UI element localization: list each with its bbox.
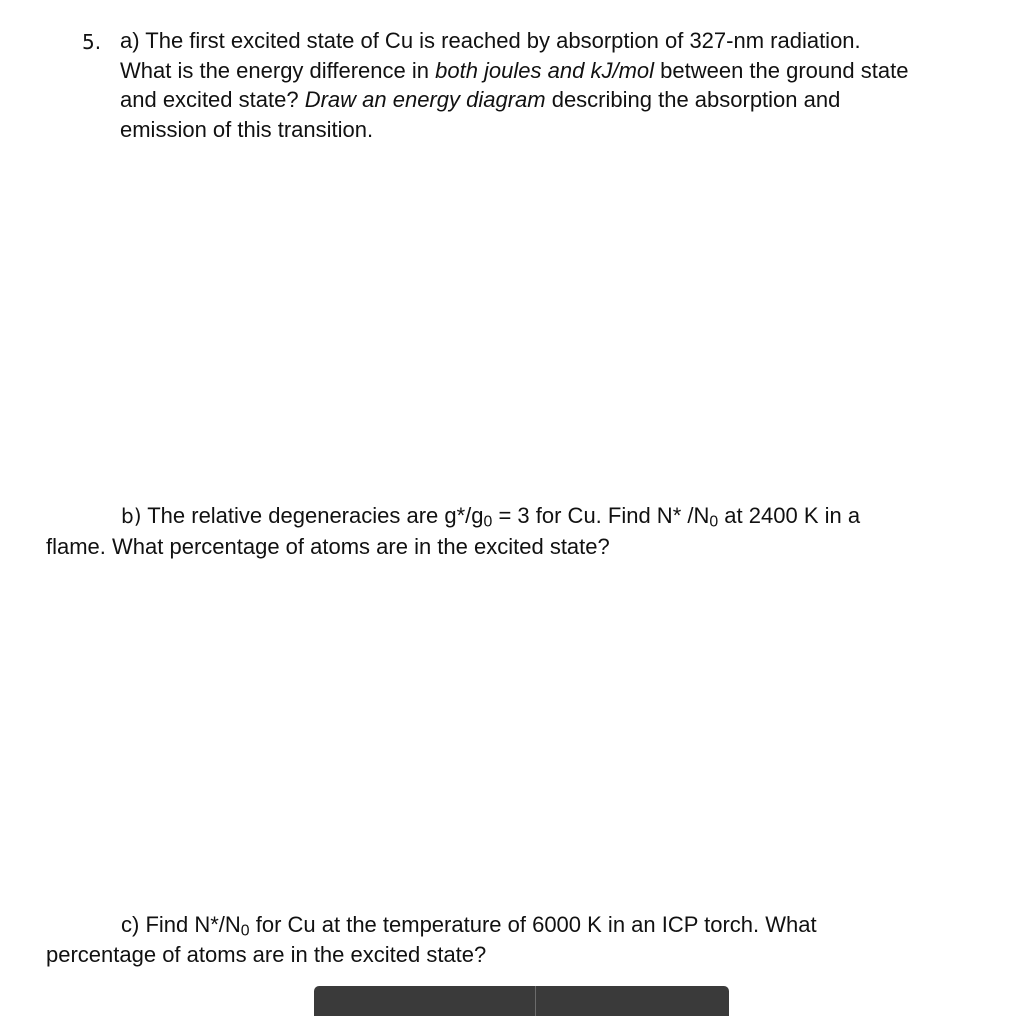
part-b-subscript-1: 0 <box>483 513 493 531</box>
part-c-line-1-b: for Cu at the temperature of 6000 K in an ICP torch. What <box>249 912 817 937</box>
part-c-subscript: 0 <box>240 922 250 940</box>
part-a-line-3-emphasis: Draw an energy diagram <box>304 87 546 112</box>
toolbar-divider <box>535 986 536 1016</box>
part-c-line-1 <box>46 910 1006 940</box>
part-a-line-2-start: What is the energy difference in <box>120 57 436 83</box>
question-part-b <box>46 501 1006 561</box>
part-b-subscript-2: 0 <box>709 513 719 531</box>
part-a-line-2-end: between the ground state <box>654 57 909 83</box>
question-number: 5. <box>82 30 102 54</box>
part-a-line-2-emphasis: both joules and kJ/mol <box>435 57 655 83</box>
question-part-a <box>120 26 1010 144</box>
question-part-c <box>46 910 1006 969</box>
part-c-line-2: percentage of atoms are in the excited state? <box>46 941 487 967</box>
part-a-line-3-end: describing the absorption and <box>545 87 841 112</box>
part-b-line-1-c: at 2400 K in a <box>718 503 861 528</box>
bottom-toolbar[interactable] <box>314 986 729 1016</box>
part-b-label: b) <box>121 504 142 528</box>
part-a-line-3 <box>120 85 1010 115</box>
part-b-line-1-b: = 3 for Cu. Find N* /N <box>492 503 710 528</box>
part-b-line-1 <box>46 501 1006 532</box>
part-a-line-4: emission of this transition. <box>120 116 374 142</box>
part-a-line-1: a) The first excited state of Cu is reached by absorption of 327-nm radiation. <box>120 28 861 53</box>
part-b-line-1-a: The relative degeneracies are g*/g <box>141 503 484 528</box>
part-c-line-1-a: c) Find N*/N <box>121 912 241 937</box>
part-a-line-2 <box>120 56 1010 86</box>
part-b-line-2: flame. What percentage of atoms are in the excited state? <box>46 533 610 559</box>
part-a-line-3-start: and excited state? <box>120 87 305 112</box>
